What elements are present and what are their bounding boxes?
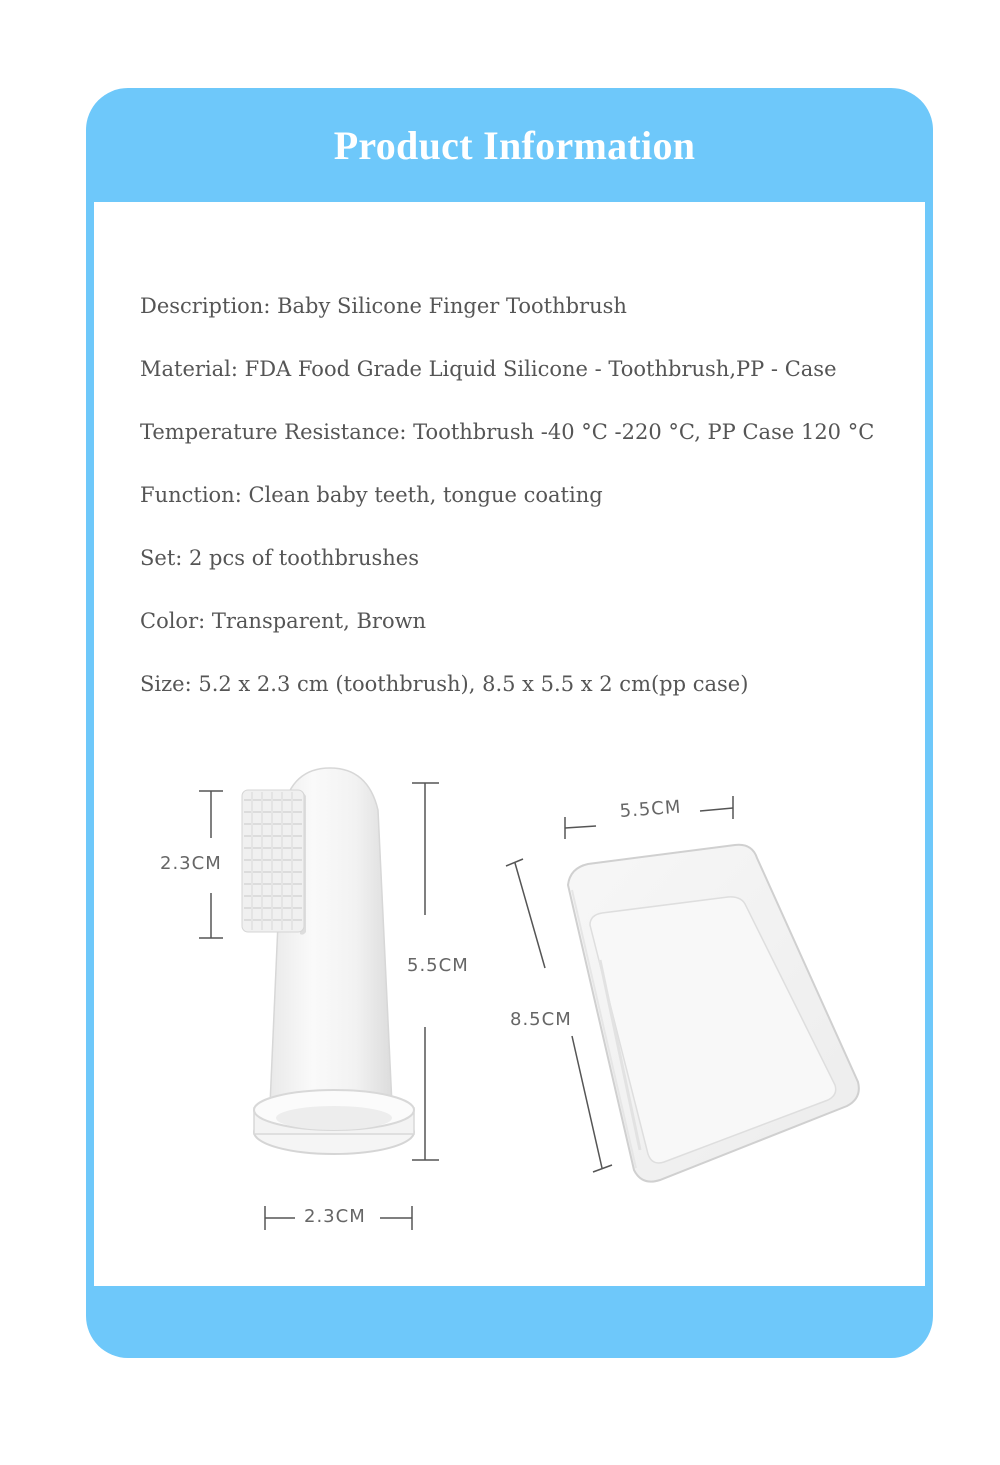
spec-set: Set: 2 pcs of toothbrushes — [140, 546, 419, 570]
case-length-label: 8.5CM — [510, 1009, 572, 1030]
brush-head-height-label: 2.3CM — [160, 853, 222, 874]
finger-toothbrush-image — [242, 768, 414, 1154]
spec-description: Description: Baby Silicone Finger Toothbrush — [140, 294, 627, 318]
pp-case-image — [568, 845, 859, 1182]
spec-color: Color: Transparent, Brown — [140, 609, 427, 633]
brush-width-label: 2.3CM — [304, 1206, 366, 1227]
brush-height-label: 5.5CM — [407, 955, 469, 976]
case-width-label: 5.5CM — [619, 796, 683, 822]
page-title: Product Information — [333, 122, 696, 168]
spec-size: Size: 5.2 x 2.3 cm (toothbrush), 8.5 x 5.5 x 2 cm(pp case) — [140, 672, 749, 696]
bristles — [242, 790, 304, 932]
spec-function: Function: Clean baby teeth, tongue coating — [140, 483, 603, 507]
spec-material: Material: FDA Food Grade Liquid Silicone - Toothbrush,PP - Case — [140, 357, 837, 381]
spec-temperature: Temperature Resistance: Toothbrush -40 °C -220 °C, PP Case 120 °C — [140, 420, 875, 444]
